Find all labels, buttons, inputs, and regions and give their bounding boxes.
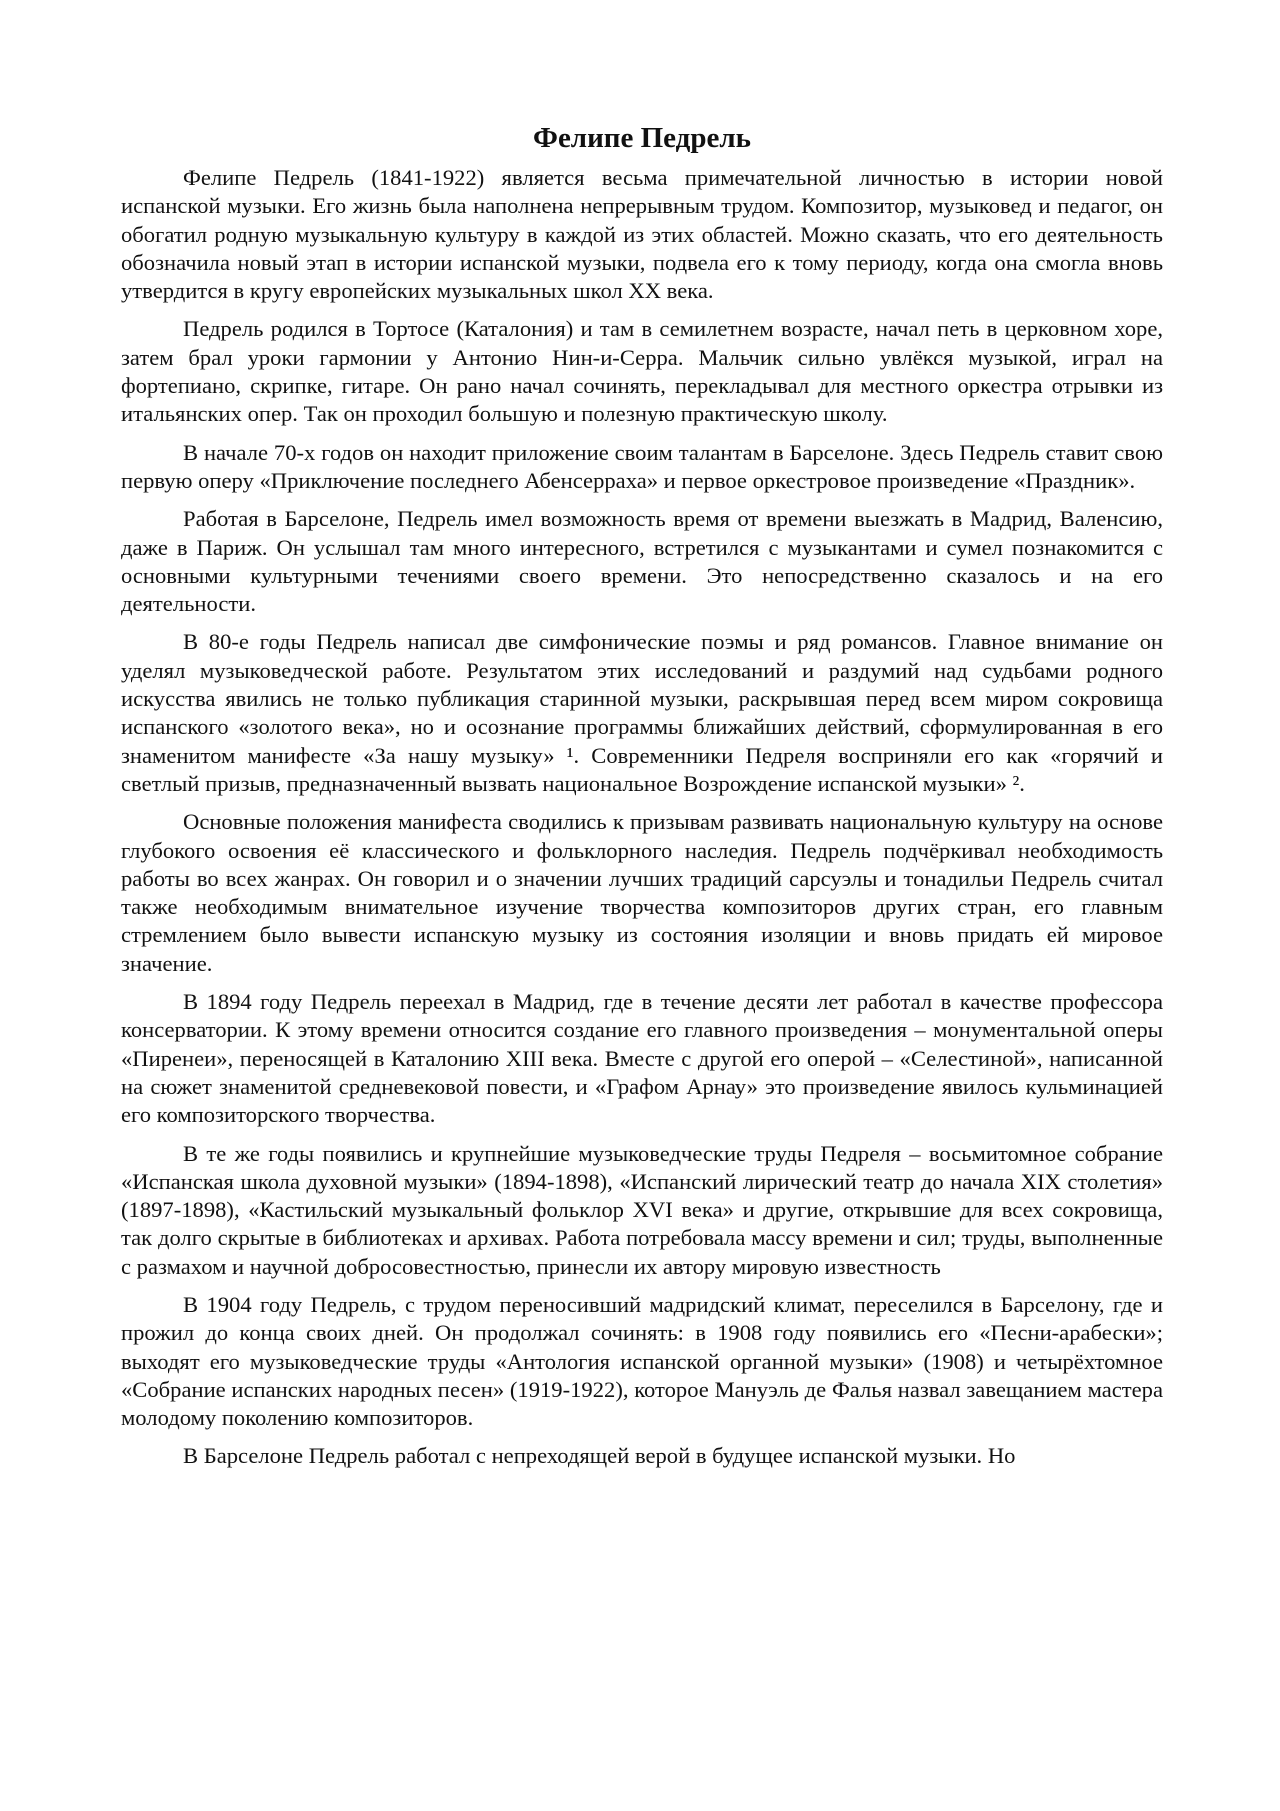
paragraph-3: В начале 70-х годов он находит приложение своим талантам в Барселоне. Здесь Педрель ставит свою первую оперу «Приключение последнего Абенсерраха» и первое оркестровое произведение «Праздник». bbox=[121, 439, 1163, 493]
paragraph-6: Основные положения манифеста сводились к призывам развивать национальную культуру на основе глубокого освоения её классического и фольклорного наследия. Педрель подчёркивал необходимость работы во всех жанрах. Он говорил и о значении лучших традиций сарсуэлы и тонадильи Педрель считал также необходимым внимательное изучение творчества композиторов других стран, его главным стремлением было вывести испанскую музыку из состояния изоляции и вновь придать ей мировое значение. bbox=[121, 809, 1163, 976]
document-title: Фелипе Педрель bbox=[533, 122, 751, 154]
paragraph-10: В Барселоне Педрель работал с непреходящей верой в будущее испанской музыки. Но bbox=[183, 1443, 1016, 1469]
paragraph-4: Работая в Барселоне, Педрель имел возможность время от времени выезжать в Мадрид, Валенсию, даже в Париж. Он услышал там много интересного, встретился с музыкантами и сумел познакомится с основными культурными течениями своего времени. Это непосредственно сказалось и на его деятельности. bbox=[121, 506, 1163, 617]
paragraph-9: В 1904 году Педрель, с трудом переносивший мадридский климат, переселился в Барселону, где и прожил до конца своих дней. Он продолжал сочинять: в 1908 году появились его «Песни-арабески»; выходят его музыковедческие труды «Антология испанской органной музыки» (1908) и четырёхтомное «Собрание испанских народных песен» (1919-1922), которое Мануэль де Фалья назвал завещанием мастера молодому поколению композиторов. bbox=[121, 1291, 1163, 1431]
paragraph-8: В те же годы появились и крупнейшие музыковедческие труды Педреля – восьмитомное собрание «Испанская школа духовной музыки» (1894-1898), «Испанский лирический театр до начала XIX столетия» (1897-1898), «Кастильский музыкальный фольклор XVI века» и другие, открывшие для всех сокровища, так долго скрытые в библиотеках и архивах. Работа потребовала массу времени и сил; труды, выполненные с размахом и научной добросовестностью, принесли их автору мировую известность bbox=[121, 1140, 1163, 1279]
document-page bbox=[121, 118, 1163, 1481]
paragraph-2: Педрель родился в Тортосе (Каталония) и там в семилетнем возрасте, начал петь в церковном хоре, затем брал уроки гармонии у Антонио Нин-и-Серра. Мальчик сильно увлёкся музыкой, играл на фортепиано, скрипке, гитаре. Он рано начал сочинять, перекладывал для местного оркестра отрывки из итальянских опер. Так он проходил большую и полезную практическую школу. bbox=[121, 316, 1163, 427]
paragraph-5: В 80-е годы Педрель написал две симфонические поэмы и ряд романсов. Главное внимание он уделял музыковедческой работе. Результатом этих исследований и раздумий над судьбами родного искусства явились не только публикация старинной музыки, раскрывшая перед всем миром сокровища испанского «золотого века», но и осознание программы ближайших действий, сформулированная в его знаменитом манифесте «За нашу музыку» ¹. Современники Педреля восприняли его как «горячий и светлый призыв, предназначенный вызвать национальное Возрождение испанской музыки» ². bbox=[121, 629, 1163, 796]
paragraph-1: Фелипе Педрель (1841-1922) является весьма примечательной личностью в истории новой испанской музыки. Его жизнь была наполнена непрерывным трудом. Композитор, музыковед и педагог, он обогатил родную музыкальную культуру в каждой из этих областей. Можно сказать, что его деятельность обозначила новый этап в истории испанской музыки, подвела его к тому периоду, когда она смогла вновь утвердится в кругу европейских музыкальных школ XX века. bbox=[121, 165, 1163, 304]
paragraph-7: В 1894 году Педрель переехал в Мадрид, где в течение десяти лет работал в качестве профессора консерватории. К этому времени относится создание его главного произведения – монументальной оперы «Пиренеи», переносящей в Каталонию XIII века. Вместе с другой его оперой – «Селестиной», написанной на сюжет знаменитой средневековой повести, и «Графом Арнау» это произведение явилось кульминацией его композиторского творчества. bbox=[121, 989, 1163, 1128]
